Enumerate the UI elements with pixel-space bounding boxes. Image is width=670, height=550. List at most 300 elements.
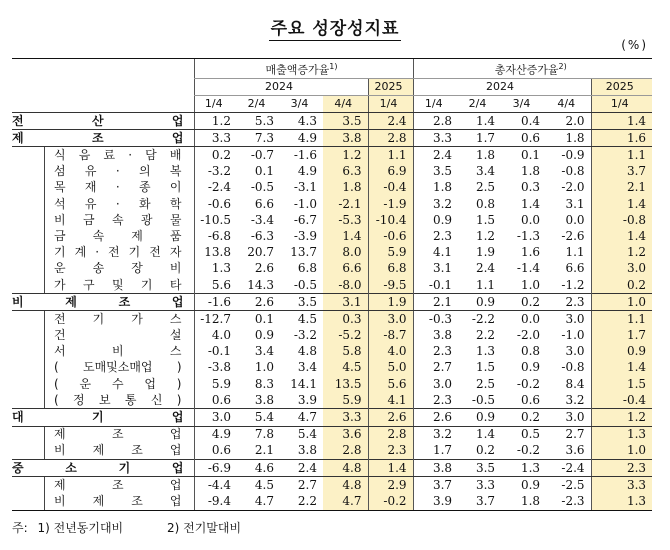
sales-value: -4.4 [194,477,237,494]
sales-value: 20.7 [247,245,274,260]
sales-value: -6.8 [194,228,237,244]
assets-value: 1.4 [591,228,652,244]
assets-value: 3.7 [591,164,652,180]
assets-value: 3.5 [413,164,458,180]
table-row [12,147,652,164]
row-label [12,311,194,328]
assets-value: -2.4 [546,459,591,476]
row-label-text: 목 재 · 종 이 [54,180,182,195]
assets-value: 4.1 [413,245,458,261]
row-label [12,360,194,376]
assets-value: 1.2 [591,409,652,426]
table-row [12,409,652,426]
row-label [12,245,194,261]
table-row [12,360,652,376]
sales-value: 2.8 [368,130,413,147]
row-label-text: 비 금 속 광 물 [54,212,182,227]
sales-value: 3.0 [194,409,237,426]
sales-value: 1.0 [254,360,274,375]
assets-value: 0.2 [475,443,496,458]
row-label-text: 비 제 조 업 [54,493,182,508]
header-q: 1/4 [591,95,652,112]
sales-value: 1.2 [323,147,368,164]
sales-value: -0.1 [194,344,237,360]
sales-value: 4.3 [280,113,323,130]
assets-value: 3.0 [565,311,585,326]
table-row [12,459,652,476]
assets-value: 2.1 [591,180,652,196]
sales-value: 6.8 [297,261,317,276]
sales-value: 2.9 [368,477,413,494]
sales-value: 4.6 [237,459,280,476]
row-label-text: 운 송 장 비 [54,261,182,276]
assets-value: 3.2 [413,426,458,443]
assets-value: 0.6 [501,130,546,147]
header-q: 3/4 [501,95,546,112]
sales-value: -0.5 [293,277,317,292]
row-label [12,376,194,392]
assets-value: 3.9 [413,493,458,510]
sales-value: 2.6 [237,294,280,311]
assets-value: 0.2 [591,277,652,294]
sales-value: 5.9 [368,245,413,261]
assets-value: 1.7 [591,327,652,343]
sales-value: -12.7 [194,311,237,328]
sales-value: 3.3 [323,409,368,426]
sales-value: 3.0 [368,311,413,328]
assets-value: 1.4 [520,196,541,211]
assets-value: 1.4 [591,360,652,376]
assets-value: 1.8 [475,148,496,162]
table-row [12,245,652,261]
sales-value: -9.5 [368,277,413,294]
row-label-text: 비 제 조 업 [54,443,182,458]
row-label [12,130,194,147]
sales-value: -10.4 [368,212,413,228]
row-label [12,392,194,409]
assets-value: 0.0 [565,212,585,227]
sales-value: 4.7 [237,493,280,510]
sales-value: 3.1 [323,294,368,311]
sales-value: -0.6 [194,196,237,212]
assets-value: 0.6 [520,392,541,407]
table-row [12,196,652,212]
assets-value: 0.9 [458,294,501,311]
assets-value: 1.4 [475,427,496,442]
sales-value: 0.1 [254,311,274,326]
page-title: 주요 성장성지표 [270,19,400,39]
sales-value: 2.2 [280,493,323,510]
table-row [12,294,652,311]
assets-value: 1.1 [475,277,496,292]
header-q: 2/4 [237,95,280,112]
header-q: 1/4 [368,95,413,112]
sales-value: 13.7 [290,245,317,260]
sales-value: 4.9 [194,426,237,443]
row-label [12,459,194,476]
assets-value: 0.1 [520,148,541,162]
table-row [12,426,652,443]
sales-value: 2.4 [368,113,413,130]
row-label-text: 금 속 제 품 [54,228,182,243]
sales-value: 3.8 [254,392,274,407]
assets-value: 0.2 [501,409,546,426]
assets-value: -1.3 [516,228,541,243]
sales-value: -3.2 [293,328,317,343]
sales-value: 4.5 [297,311,317,326]
assets-value: 3.1 [413,261,458,277]
footnote-prefix: 주: [12,521,28,535]
header-q: 2/4 [458,95,501,112]
table-body [12,113,652,511]
row-label-text: 가 구 및 기 타 [54,277,182,292]
assets-value: 2.6 [413,409,458,426]
header-q: 4/4 [323,95,368,112]
sales-value: 1.3 [194,261,237,277]
assets-value: 2.3 [591,459,652,476]
row-label-text: 제 조 업 [12,130,184,145]
table-row [12,344,652,360]
assets-value: -1.2 [561,277,585,292]
assets-value: 3.3 [475,477,496,492]
assets-value: -1.4 [516,261,541,276]
sales-value: 1.4 [323,228,368,244]
assets-value: 2.1 [413,294,458,311]
sales-value: 2.8 [368,426,413,443]
assets-value: 3.8 [413,327,458,343]
assets-value: 1.0 [591,294,652,311]
assets-value: -0.2 [516,443,541,458]
sales-value: 3.6 [323,426,368,443]
sales-value: 0.9 [254,328,274,343]
assets-value: 3.3 [413,130,458,147]
row-label-text: 비 제 조 업 [12,294,184,309]
sales-value: 5.3 [237,113,280,130]
sales-value: 3.5 [280,294,323,311]
assets-value: -0.5 [471,392,496,407]
sales-value: 6.6 [323,261,368,277]
sales-value: 4.8 [323,459,368,476]
footnote-1: 1) 전년동기대비 [37,521,124,535]
table-row [12,277,652,294]
sales-value: 1.9 [368,294,413,311]
row-label-text: 전 기 가 스 [54,311,182,326]
assets-value: 1.2 [475,228,496,243]
assets-value: 0.9 [520,360,541,375]
header-q: 3/4 [280,95,323,112]
sales-value: -0.4 [368,180,413,196]
assets-value: -2.3 [546,493,591,510]
assets-value: 1.0 [591,443,652,460]
sales-value: -8.7 [368,327,413,343]
sales-value: -1.6 [293,148,317,162]
sales-value: 8.3 [254,376,274,391]
assets-value: 1.8 [520,164,541,179]
assets-value: -0.1 [413,277,458,294]
assets-value: 1.6 [520,245,541,260]
sales-value: -6.3 [250,228,274,243]
row-label-text: 섬 유 · 의 복 [54,164,182,179]
sales-value: 2.6 [254,261,274,276]
sales-value: 4.5 [323,360,368,376]
table-row [12,130,652,147]
sales-value: 1.4 [368,459,413,476]
assets-value: 3.4 [475,164,496,179]
table-row [12,212,652,228]
sales-value: -9.4 [194,493,237,510]
sales-value: 6.6 [254,196,274,211]
table-row [12,261,652,277]
assets-value: 0.8 [475,196,496,211]
sales-value: 0.6 [194,392,237,409]
sales-value: 0.1 [254,164,274,179]
sales-value: 4.9 [297,164,317,179]
assets-value: 0.9 [591,344,652,360]
sales-value: 4.8 [297,344,317,359]
row-label [12,344,194,360]
assets-value: 0.3 [520,180,541,195]
assets-value: 1.5 [591,376,652,392]
assets-value: 1.1 [591,147,652,164]
sales-value: -5.3 [323,212,368,228]
assets-value: 0.9 [520,477,541,492]
row-label [12,426,194,443]
sales-value: -1.0 [293,196,317,211]
sales-value: 6.3 [323,164,368,180]
row-label-text: 전 산 업 [12,113,184,128]
sales-value: 5.6 [368,376,413,392]
assets-value: 1.6 [591,130,652,147]
row-label [12,294,194,311]
assets-value: 3.3 [591,477,652,494]
row-label-text: 건 설 [54,328,182,343]
sales-value: 2.1 [254,443,274,458]
row-label-text: ( 도매및소매업 ) [54,360,182,375]
header-assets-year-b: 2025 [591,78,652,95]
assets-value: 2.7 [565,427,585,442]
sales-value: 3.8 [297,443,317,458]
sales-value: 6.9 [368,164,413,180]
assets-value: 1.3 [501,459,546,476]
table-row [12,327,652,343]
row-label [12,443,194,460]
sales-value: 4.7 [280,409,323,426]
sales-value: -0.6 [368,228,413,244]
table-row [12,180,652,196]
row-label [12,180,194,196]
assets-value: 3.0 [591,261,652,277]
sales-value: -5.2 [323,327,368,343]
row-label [12,164,194,180]
row-label-text: 제 조 업 [54,477,182,492]
sales-value: 7.3 [237,130,280,147]
sales-value: 8.0 [323,245,368,261]
assets-value: 2.5 [475,180,496,195]
assets-value: -2.6 [561,228,585,243]
header-blank [12,59,194,113]
sales-value: 4.1 [368,392,413,409]
assets-value: 2.3 [413,228,458,244]
row-label [12,261,194,277]
sales-value: 5.4 [297,427,317,442]
sales-value: 5.4 [237,409,280,426]
assets-value: 3.0 [546,409,591,426]
row-label-text: 서 비 스 [54,344,182,359]
sales-value: 3.9 [297,392,317,407]
sales-value: 1.2 [194,113,237,130]
sales-value: 5.6 [194,277,237,294]
sales-value: 14.3 [247,277,274,292]
sales-value: 0.3 [323,311,368,328]
sales-value: 5.9 [323,392,368,409]
row-label-text: 대 기 업 [12,410,184,424]
sales-value: 4.9 [280,130,323,147]
assets-value: 2.7 [413,360,458,376]
table-row [12,311,652,328]
table-row [12,228,652,244]
assets-value: 1.5 [475,212,496,227]
assets-value: 0.9 [458,409,501,426]
assets-value: 1.8 [501,493,546,510]
assets-value: 3.2 [565,392,585,407]
sales-value: -3.1 [293,180,317,195]
sales-value: -0.2 [368,493,413,510]
sales-value: -8.0 [323,277,368,294]
sales-value: -0.5 [250,180,274,195]
assets-value: 2.3 [413,344,458,360]
assets-value: 0.8 [520,344,541,359]
table-row [12,443,652,460]
assets-value: 3.7 [413,477,458,494]
sales-value: 3.5 [323,113,368,130]
header-assets-year-a: 2024 [413,78,591,95]
sales-value: 7.8 [254,427,274,442]
assets-value: -0.8 [561,360,585,375]
sales-value: 13.5 [323,376,368,392]
sales-value: -2.4 [194,180,237,196]
sales-value: -10.5 [194,212,237,228]
sales-value: -3.4 [250,212,274,227]
sales-value: 13.8 [194,245,237,261]
header-assets: 총자산증가율$^{2)}$ [413,59,652,79]
sales-value: 2.7 [297,477,317,492]
header-q: 1/4 [413,95,458,112]
assets-value: 1.4 [458,113,501,130]
assets-value: 6.6 [565,261,585,276]
assets-value: -0.4 [591,392,652,409]
row-label-text: 중 소 기 업 [12,460,184,475]
assets-value: 1.8 [413,180,458,196]
sales-value: 0.2 [194,147,237,164]
assets-value: 0.0 [520,212,541,227]
sales-value: 3.4 [297,360,317,375]
assets-value: 1.5 [475,360,496,375]
assets-value: -0.2 [516,376,541,391]
sales-value: -3.8 [194,360,237,376]
sales-value: -1.6 [194,294,237,311]
sales-value: 4.8 [323,477,368,494]
footnote-2: 2) 전기말대비 [166,521,242,535]
row-label-text: 제 조 업 [54,427,182,442]
table-row [12,164,652,180]
assets-value: -2.5 [561,477,585,492]
sales-value: 4.0 [194,327,237,343]
row-label [12,493,194,510]
assets-value: 3.8 [413,459,458,476]
sales-value: 3.8 [323,130,368,147]
assets-value: 1.3 [475,344,496,359]
assets-value: 3.0 [565,344,585,359]
assets-value: 3.7 [458,493,501,510]
table-row [12,477,652,494]
unit-label: (%) [621,38,648,52]
sales-value: 3.4 [254,344,274,359]
row-label-text: 석 유 · 화 학 [54,196,182,211]
assets-value: 2.3 [413,392,458,409]
sales-value: 5.8 [323,344,368,360]
assets-value: 0.5 [520,427,541,442]
row-label [12,228,194,244]
header-sales-year-b: 2025 [368,78,413,95]
table-row [12,392,652,409]
assets-value: 1.1 [591,311,652,328]
row-label-text: 식 음 료 · 담 배 [54,148,182,162]
assets-value: -0.3 [413,311,458,328]
assets-value: 1.1 [565,245,585,260]
row-label [12,477,194,494]
header-q: 4/4 [546,95,591,112]
row-label [12,277,194,294]
sales-value: -6.9 [194,459,237,476]
header-sales-year-a: 2024 [194,78,368,95]
row-label-text: ( 운 수 업 ) [54,376,182,391]
assets-value: 3.6 [565,443,585,458]
assets-value: 3.1 [565,196,585,211]
sales-value: 3.3 [194,130,237,147]
row-label-text: ( 정 보 통 신 ) [54,392,182,407]
assets-value: -1.0 [561,328,585,343]
table-row [12,493,652,510]
row-label [12,327,194,343]
assets-value: 1.3 [591,426,652,443]
assets-value: 1.4 [591,113,652,130]
sales-value: 0.6 [194,443,237,460]
assets-value: 0.2 [501,294,546,311]
assets-value: 2.3 [546,294,591,311]
assets-value: 2.8 [413,113,458,130]
header-q: 1/4 [194,95,237,112]
sales-value: 1.8 [323,180,368,196]
sales-value: -0.7 [250,148,274,162]
sales-value: -1.9 [368,196,413,212]
assets-value: -2.2 [471,311,496,326]
sales-value: 14.1 [290,376,317,391]
assets-value: 0.0 [520,311,541,326]
assets-value: 0.9 [413,212,458,228]
row-label [12,196,194,212]
header-sales: 매출액증가율$^{1)}$ [194,59,413,79]
assets-value: 2.4 [413,147,458,164]
sales-value: -6.7 [293,212,317,227]
sales-value: 5.0 [368,360,413,376]
footnote [12,519,281,536]
assets-value: 2.5 [475,376,496,391]
sales-value: 4.7 [323,493,368,510]
assets-value: 3.5 [458,459,501,476]
assets-value: 2.0 [546,113,591,130]
sales-value: -2.1 [323,196,368,212]
assets-value: 1.9 [475,245,496,260]
